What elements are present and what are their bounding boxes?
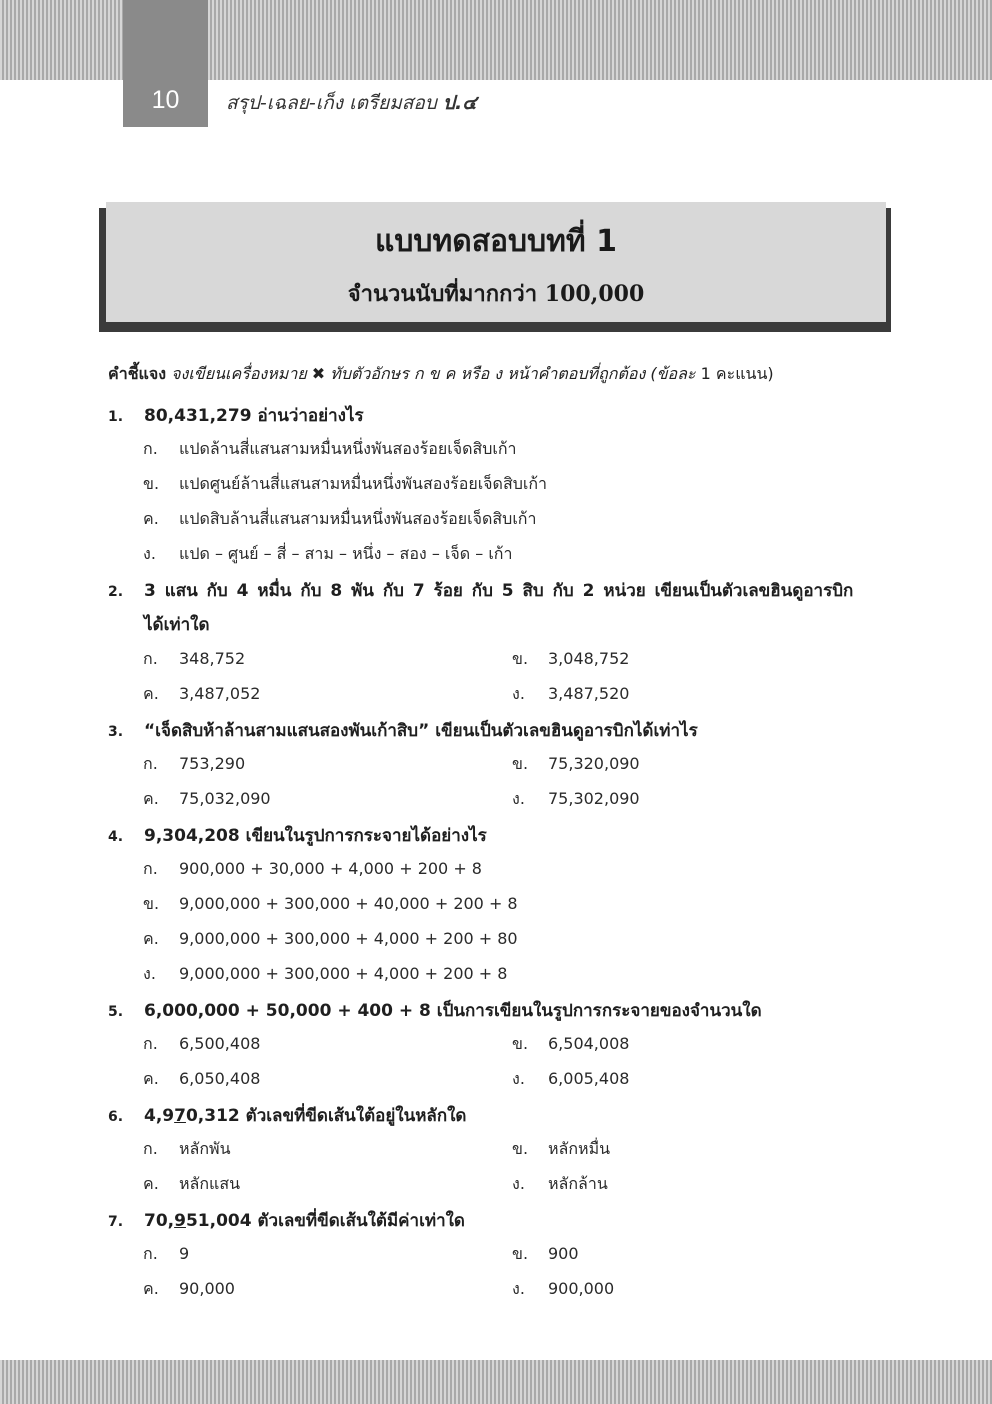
option-label: ค.	[143, 929, 159, 948]
question-text: 80,431,279 อ่านว่าอย่างไร	[144, 406, 364, 426]
option-label: ค.	[143, 789, 159, 808]
option-text: หลักหมื่น	[548, 1139, 611, 1158]
option-label: ง.	[143, 964, 156, 983]
question-2	[108, 577, 888, 604]
option-3-a[interactable]	[143, 752, 245, 777]
option-text: 90,000	[179, 1279, 235, 1298]
underlined-digit: 7	[174, 1106, 186, 1126]
option-5-a[interactable]	[143, 1032, 260, 1057]
option-text: 9,000,000 + 300,000 + 4,000 + 200 + 80	[179, 929, 518, 948]
option-label: ก.	[143, 649, 158, 668]
option-text: หลักล้าน	[548, 1174, 608, 1193]
option-label: ค.	[143, 1174, 159, 1193]
option-text: 3,048,752	[548, 649, 630, 668]
option-text: 3,487,520	[548, 684, 630, 703]
instructions-points: 1 คะแนน)	[700, 364, 774, 383]
underlined-digit: 9	[174, 1211, 186, 1231]
option-1-b[interactable]	[143, 472, 547, 497]
option-6-b[interactable]	[512, 1137, 610, 1162]
option-text: 6,504,008	[548, 1034, 630, 1053]
option-text: 75,032,090	[179, 789, 271, 808]
option-label: ค.	[143, 1069, 159, 1088]
option-4-b[interactable]	[143, 892, 518, 917]
option-3-d[interactable]	[512, 787, 640, 812]
option-7-d[interactable]	[512, 1277, 614, 1302]
option-label: ก.	[143, 1034, 158, 1053]
option-7-a[interactable]	[143, 1242, 189, 1267]
option-text: หลักแสน	[179, 1174, 241, 1193]
question-4	[108, 822, 487, 849]
question-5	[108, 997, 762, 1024]
option-5-b[interactable]	[512, 1032, 629, 1057]
option-6-d[interactable]	[512, 1172, 608, 1197]
title-box	[106, 202, 886, 322]
option-text: 9	[179, 1244, 190, 1263]
option-text: 348,752	[179, 649, 246, 668]
option-label: ก.	[143, 859, 158, 878]
option-label: ข.	[143, 894, 160, 913]
instructions-text-2: ทับตัวอักษร ก ข ค หรือ ง หน้าคำตอบที่ถูกต้อง (ข้อละ	[330, 364, 696, 383]
question-text: 6,000,000 + 50,000 + 400 + 8 เป็นการเขียนในรูปการกระจายของจำนวนใด	[144, 1001, 762, 1021]
option-5-c[interactable]	[143, 1067, 260, 1092]
question-text-pre: 70,	[144, 1211, 175, 1231]
footer-stripe-band	[0, 1360, 992, 1404]
option-text: 6,500,408	[179, 1034, 261, 1053]
option-label: ค.	[143, 1279, 159, 1298]
question-1	[108, 402, 364, 429]
option-text: 900	[548, 1244, 579, 1263]
question-6	[108, 1102, 466, 1129]
option-text: 9,000,000 + 300,000 + 4,000 + 200 + 8	[179, 964, 508, 983]
option-4-a[interactable]	[143, 857, 482, 882]
option-4-c[interactable]	[143, 927, 518, 952]
option-6-c[interactable]	[143, 1172, 240, 1197]
option-label: ข.	[512, 754, 529, 773]
option-2-b[interactable]	[512, 647, 629, 672]
page-number: 10	[151, 86, 180, 114]
option-text: แปดล้านสี่แสนสามหมื่นหนึ่งพันสองร้อยเจ็ดสิบเก้า	[179, 439, 517, 458]
question-text: 3 แสน กับ 4 หมื่น กับ 8 พัน กับ 7 ร้อย กับ 5 สิบ กับ 2 หน่วย เขียนเป็นตัวเลขฮินดูอารบิก	[144, 581, 854, 601]
option-1-c[interactable]	[143, 507, 536, 532]
question-text: 9,304,208 เขียนในรูปการกระจายได้อย่างไร	[144, 826, 487, 846]
option-2-c[interactable]	[143, 682, 260, 707]
option-text: 6,005,408	[548, 1069, 630, 1088]
option-3-b[interactable]	[512, 752, 640, 777]
option-label: ข.	[512, 1034, 529, 1053]
option-2-a[interactable]	[143, 647, 245, 672]
exercise-subtitle: จำนวนนับที่มากกว่า 100,000	[347, 281, 645, 307]
question-7	[108, 1207, 465, 1234]
option-text: แปดศูนย์ล้านสี่แสนสามหมื่นหนึ่งพันสองร้อยเจ็ดสิบเก้า	[179, 474, 548, 493]
running-head-title: สรุป-เฉลย-เก็ง เตรียมสอบ	[226, 92, 437, 114]
question-number: 4.	[108, 829, 124, 845]
option-text: 6,050,408	[179, 1069, 261, 1088]
option-text: 75,302,090	[548, 789, 640, 808]
option-7-b[interactable]	[512, 1242, 579, 1267]
option-label: ง.	[143, 544, 156, 563]
option-1-a[interactable]	[143, 437, 517, 462]
option-label: ข.	[143, 474, 160, 493]
option-text: 75,320,090	[548, 754, 640, 773]
instructions	[108, 362, 774, 387]
exercise-title: แบบทดสอบบทที่ 1	[375, 224, 617, 259]
option-4-d[interactable]	[143, 962, 507, 987]
question-number: 3.	[108, 724, 124, 740]
option-text: 900,000 + 30,000 + 4,000 + 200 + 8	[179, 859, 482, 878]
question-number: 6.	[108, 1109, 124, 1125]
option-text: 753,290	[179, 754, 246, 773]
option-6-a[interactable]	[143, 1137, 231, 1162]
option-text: 9,000,000 + 300,000 + 40,000 + 200 + 8	[179, 894, 518, 913]
option-text: 900,000	[548, 1279, 615, 1298]
option-label: ก.	[143, 439, 158, 458]
option-7-c[interactable]	[143, 1277, 235, 1302]
option-label: ค.	[143, 684, 159, 703]
option-label: ง.	[512, 684, 525, 703]
question-3	[108, 717, 698, 744]
running-head	[226, 88, 477, 118]
instructions-lead: คำชี้แจง	[108, 364, 167, 383]
option-label: ข.	[512, 649, 529, 668]
option-text: 3,487,052	[179, 684, 261, 703]
option-text: หลักพัน	[179, 1139, 231, 1158]
option-5-d[interactable]	[512, 1067, 629, 1092]
page-number-tab	[123, 0, 208, 127]
question-number: 2.	[108, 584, 124, 600]
option-label: ก.	[143, 1139, 158, 1158]
option-label: ก.	[143, 1244, 158, 1263]
question-text-post: 0,312 ตัวเลขที่ขีดเส้นใต้อยู่ในหลักใด	[185, 1106, 467, 1126]
question-text-post: 51,004 ตัวเลขที่ขีดเส้นใต้มีค่าเท่าใด	[185, 1211, 465, 1231]
option-label: ง.	[512, 789, 525, 808]
question-2-continuation: ได้เท่าใด	[144, 615, 210, 635]
question-text-pre: 4,9	[144, 1106, 175, 1126]
option-1-d[interactable]	[143, 542, 512, 567]
option-text: แปดสิบล้านสี่แสนสามหมื่นหนึ่งพันสองร้อยเจ็ดสิบเก้า	[179, 509, 537, 528]
option-label: ง.	[512, 1279, 525, 1298]
option-label: ข.	[512, 1139, 529, 1158]
question-number: 7.	[108, 1214, 124, 1230]
running-head-grade: ป.๔	[442, 92, 477, 114]
option-2-d[interactable]	[512, 682, 629, 707]
option-label: ง.	[512, 1174, 525, 1193]
question-text: “เจ็ดสิบห้าล้านสามแสนสองพันเก้าสิบ” เขียนเป็นตัวเลขฮินดูอารบิกได้เท่าไร	[144, 721, 698, 741]
option-3-c[interactable]	[143, 787, 271, 812]
option-label: ค.	[143, 509, 159, 528]
option-text: แปด – ศูนย์ – สี่ – สาม – หนึ่ง – สอง – เจ็ด – เก้า	[179, 544, 513, 563]
option-label: ง.	[512, 1069, 525, 1088]
option-label: ก.	[143, 754, 158, 773]
instructions-text-1: จงเขียนเครื่องหมาย	[171, 364, 307, 383]
option-label: ข.	[512, 1244, 529, 1263]
cross-mark-icon: ✖	[311, 364, 326, 383]
question-number: 1.	[108, 409, 124, 425]
question-number: 5.	[108, 1004, 124, 1020]
